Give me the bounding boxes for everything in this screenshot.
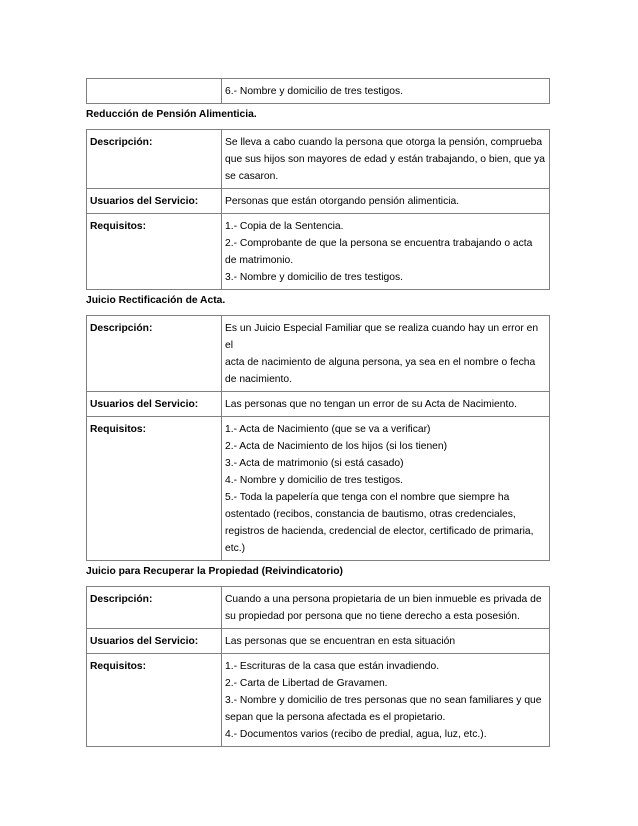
section-table <box>86 315 550 561</box>
value-cell <box>222 316 550 392</box>
document-page <box>86 78 550 747</box>
label-cell: Usuarios del Servicio: <box>87 629 222 654</box>
label-cell: Requisitos: <box>87 214 222 290</box>
value-line: Las personas que se encuentran en esta situación <box>225 636 456 647</box>
value-line: 1.- Acta de Nacimiento (que se va a verificar) <box>225 424 431 435</box>
sections-container <box>86 107 550 747</box>
table-row <box>87 654 550 747</box>
value-line: ostentado (recibos, constancia de bautismo, otras credenciales, <box>225 509 516 520</box>
value-cell <box>222 189 550 214</box>
label-cell: Descripción: <box>87 587 222 629</box>
value-line: 4.- Documentos varios (recibo de predial, agua, luz, etc.). <box>225 729 487 740</box>
value-cell <box>222 629 550 654</box>
value-line: 3.- Nombre y domicilio de tres personas que no sean familiares y que <box>225 695 542 706</box>
value-line: 3.- Acta de matrimonio (si está casado) <box>225 458 404 469</box>
value-line: su propiedad por persona que no tiene derecho a esta posesión. <box>225 611 520 622</box>
label-cell: Descripción: <box>87 316 222 392</box>
table-row <box>87 587 550 629</box>
value-line: se casaron. <box>225 171 279 182</box>
value-line: 2.- Acta de Nacimiento de los hijos (si los tienen) <box>225 441 448 452</box>
value-line: que sus hijos son mayores de edad y están trabajando, o bien, que ya <box>225 154 545 165</box>
value-cell <box>222 130 550 189</box>
value-line: de matrimonio. <box>225 255 294 266</box>
value-line: etc.) <box>225 543 246 554</box>
value-line: 4.- Nombre y domicilio de tres testigos. <box>225 475 403 486</box>
empty-label-cell <box>87 79 222 104</box>
value-cell <box>222 417 550 561</box>
value-line: 3.- Nombre y domicilio de tres testigos. <box>225 272 403 283</box>
value-line: 5.- Toda la papelería que tenga con el nombre que siempre ha <box>225 492 510 503</box>
section-title: Reducción de Pensión Alimenticia. <box>86 109 257 120</box>
table-row <box>87 392 550 417</box>
value-line: Es un Juicio Especial Familiar que se realiza cuando hay un error en el <box>225 323 539 351</box>
section-table <box>86 129 550 290</box>
value-cell <box>222 587 550 629</box>
continuation-table <box>86 78 550 104</box>
value-cell <box>222 654 550 747</box>
table-row <box>87 79 550 104</box>
value-line: Las personas que no tengan un error de su Acta de Nacimiento. <box>225 399 517 410</box>
label-cell: Requisitos: <box>87 417 222 561</box>
value-line: acta de nacimiento de alguna persona, ya sea en el nombre o fecha <box>225 357 536 368</box>
table-row <box>87 316 550 392</box>
table-row <box>87 629 550 654</box>
table-row <box>87 214 550 290</box>
value-line: Cuando a una persona propietaria de un bien inmueble es privada de <box>225 594 542 605</box>
table-row <box>87 417 550 561</box>
section-title: Juicio Rectificación de Acta. <box>86 295 226 306</box>
value-line: 1.- Copia de la Sentencia. <box>225 221 344 232</box>
label-cell: Descripción: <box>87 130 222 189</box>
value-line: registros de hacienda, credencial de elector, certificado de primaria, <box>225 526 534 537</box>
label-cell: Usuarios del Servicio: <box>87 189 222 214</box>
value-line: 1.- Escrituras de la casa que están invadiendo. <box>225 661 440 672</box>
value-line: 2.- Comprobante de que la persona se encuentra trabajando o acta <box>225 238 533 249</box>
table-row <box>87 189 550 214</box>
value-line: 6.- Nombre y domicilio de tres testigos. <box>225 86 403 97</box>
value-line: Personas que están otorgando pensión alimenticia. <box>225 196 460 207</box>
value-line: 2.- Carta de Libertad de Gravamen. <box>225 678 388 689</box>
section-title: Juicio para Recuperar la Propiedad (Reivindicatorio) <box>86 566 343 577</box>
label-cell: Requisitos: <box>87 654 222 747</box>
table-row <box>87 130 550 189</box>
value-line: sepan que la persona afectada es el propietario. <box>225 712 446 723</box>
label-cell: Usuarios del Servicio: <box>87 392 222 417</box>
section-table <box>86 586 550 747</box>
value-cell <box>222 79 550 104</box>
value-line: de nacimiento. <box>225 374 292 385</box>
value-cell <box>222 392 550 417</box>
value-line: Se lleva a cabo cuando la persona que otorga la pensión, comprueba <box>225 137 543 148</box>
value-cell <box>222 214 550 290</box>
